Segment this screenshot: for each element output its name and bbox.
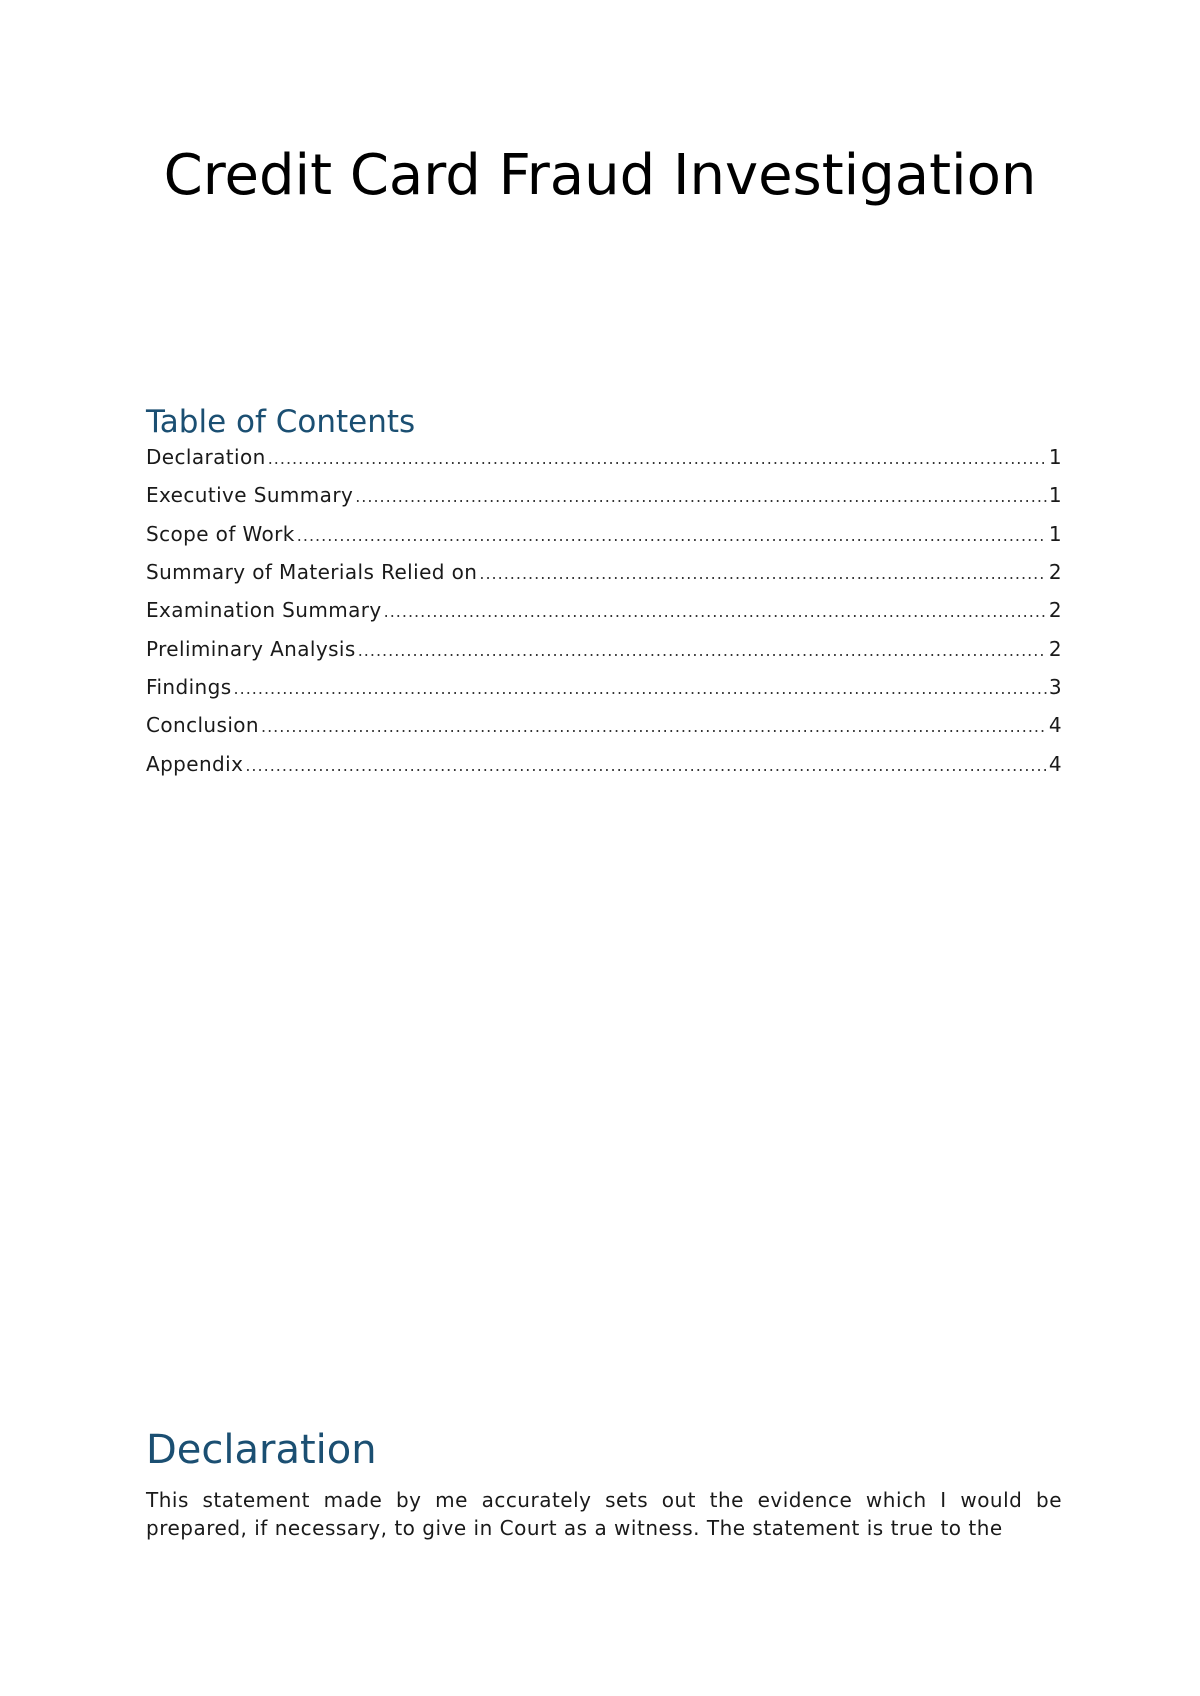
toc-entry-label: Preliminary Analysis — [146, 636, 356, 661]
declaration-section — [146, 1426, 1062, 1542]
toc-list — [146, 445, 1062, 790]
toc-entry-label: Executive Summary — [146, 483, 354, 508]
toc-entry-label: Declaration — [146, 445, 266, 470]
toc-entry-page: 2 — [1048, 636, 1062, 661]
toc-entry-page: 1 — [1048, 483, 1062, 508]
toc-leader-dots — [297, 526, 1047, 545]
toc-entry-label: Appendix — [146, 751, 244, 776]
document-title: Credit Card Fraud Investigation — [163, 143, 1037, 208]
toc-entry-findings[interactable] — [146, 675, 1062, 713]
toc-leader-dots — [355, 487, 1047, 506]
toc-entry-executive-summary[interactable] — [146, 483, 1062, 521]
toc-entry-label: Findings — [146, 674, 232, 699]
toc-leader-dots — [261, 717, 1047, 736]
toc-entry-page: 4 — [1048, 751, 1062, 776]
declaration-heading: Declaration — [146, 1427, 377, 1473]
toc-entry-label: Summary of Materials Relied on — [146, 560, 478, 585]
toc-leader-dots — [384, 602, 1047, 621]
toc-leader-dots — [245, 756, 1047, 775]
toc-entry-page: 2 — [1048, 598, 1062, 623]
toc-entry-page: 4 — [1048, 713, 1062, 738]
toc-entry-summary-of-materials[interactable] — [146, 560, 1062, 598]
toc-entry-label: Scope of Work — [146, 521, 295, 546]
toc-entry-label: Examination Summary — [146, 598, 382, 623]
toc-heading: Table of Contents — [146, 404, 416, 440]
toc-entry-conclusion[interactable] — [146, 713, 1062, 751]
toc-entry-appendix[interactable] — [146, 752, 1062, 790]
toc-entry-page: 1 — [1048, 521, 1062, 546]
toc-entry-label: Conclusion — [146, 713, 259, 738]
toc-leader-dots — [268, 449, 1047, 468]
toc-leader-dots — [358, 641, 1047, 660]
table-of-contents — [146, 404, 1062, 790]
declaration-body: This statement made by me accurately sets out the evidence which I would be prepared, if necessary, to give in Court as a witness. The statement is true to the — [146, 1488, 1062, 1540]
toc-entry-preliminary-analysis[interactable] — [146, 637, 1062, 675]
toc-leader-dots — [479, 564, 1047, 583]
toc-entry-examination-summary[interactable] — [146, 598, 1062, 636]
toc-entry-declaration[interactable] — [146, 445, 1062, 483]
toc-entry-scope-of-work[interactable] — [146, 522, 1062, 560]
toc-leader-dots — [234, 679, 1047, 698]
toc-entry-page: 3 — [1048, 674, 1062, 699]
toc-entry-page: 1 — [1048, 445, 1062, 470]
toc-entry-page: 2 — [1048, 560, 1062, 585]
